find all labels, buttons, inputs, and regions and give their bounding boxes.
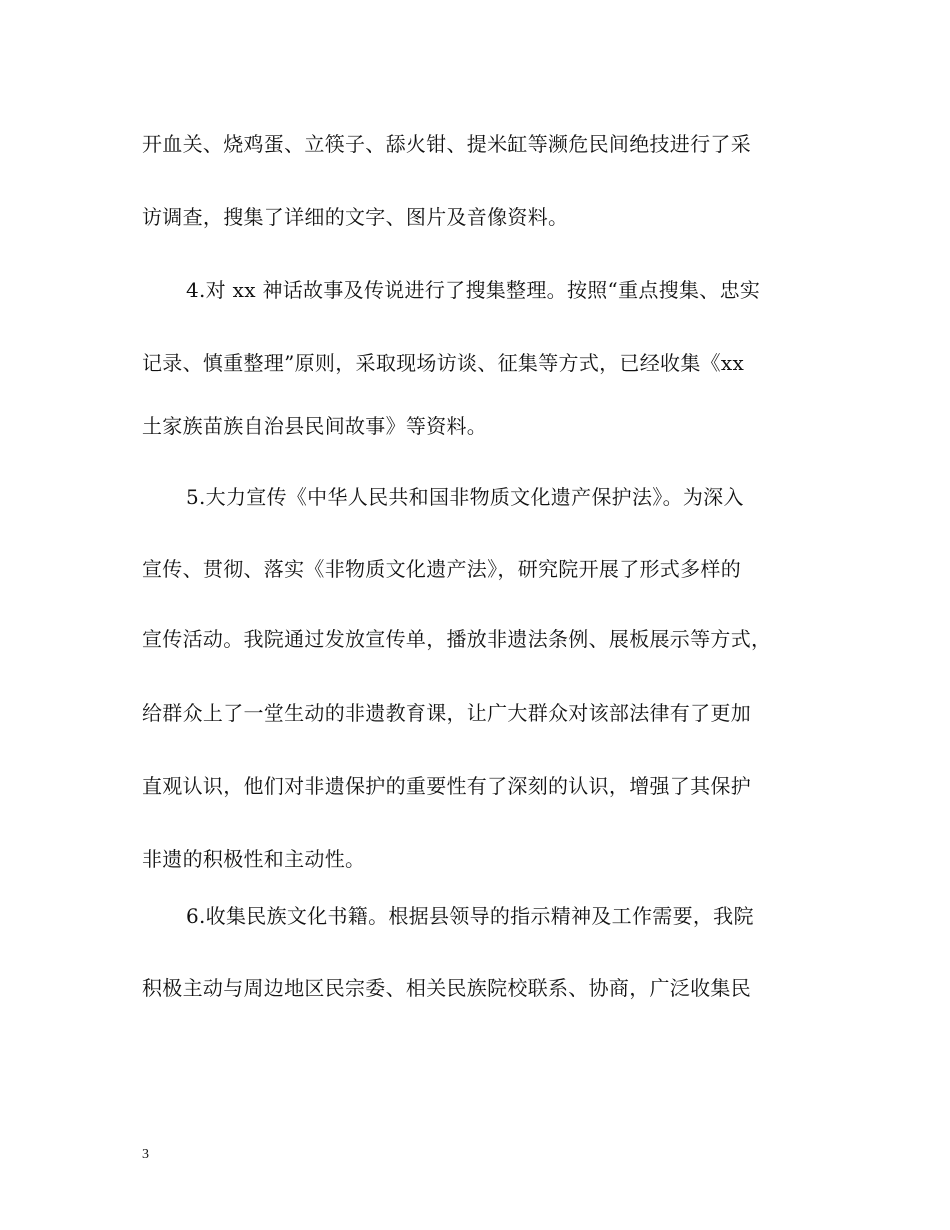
text-line: 宣传、贯彻、落实《非物质文化遗产法》，研究院开展了形式多样的 (142, 557, 741, 581)
paragraph-5-start: 5.大力宣传《中华人民共和国非物质文化遗产保护法》。为深入 (186, 485, 744, 509)
text-line: 土家族苗族自治县民间故事》等资料。 (142, 414, 488, 438)
text-line: 给群众上了一堂生动的非遗教育课，让广大群众对该部法律有了更加 (142, 701, 751, 725)
text-line: 开血关、烧鸡蛋、立筷子、舔火钳、提米缸等濒危民间绝技进行了采 (142, 132, 751, 156)
paragraph-4-start: 4.对 xx 神话故事及传说进行了搜集整理。按照“重点搜集、忠实 (186, 278, 761, 302)
text-line: 积极主动与周边地区民宗委、相关民族院校联系、协商，广泛收集民 (142, 976, 751, 1000)
text-line: 宣传活动。我院通过发放宣传单，播放非遗法条例、展板展示等方式， (142, 627, 772, 651)
paragraph-6-start: 6.收集民族文化书籍。根据县领导的指示精神及工作需要，我院 (186, 904, 754, 928)
text-line: 记录、慎重整理”原则，采取现场访谈、征集等方式，已经收集《xx (142, 351, 745, 375)
text-line: 访调查，搜集了详细的文字、图片及音像资料。 (142, 205, 569, 229)
text-line: 非遗的积极性和主动性。 (142, 847, 366, 871)
page-number: 3 (142, 1147, 149, 1162)
text-line: 直观认识，他们对非遗保护的重要性有了深刻的认识，增强了其保护 (142, 774, 751, 798)
